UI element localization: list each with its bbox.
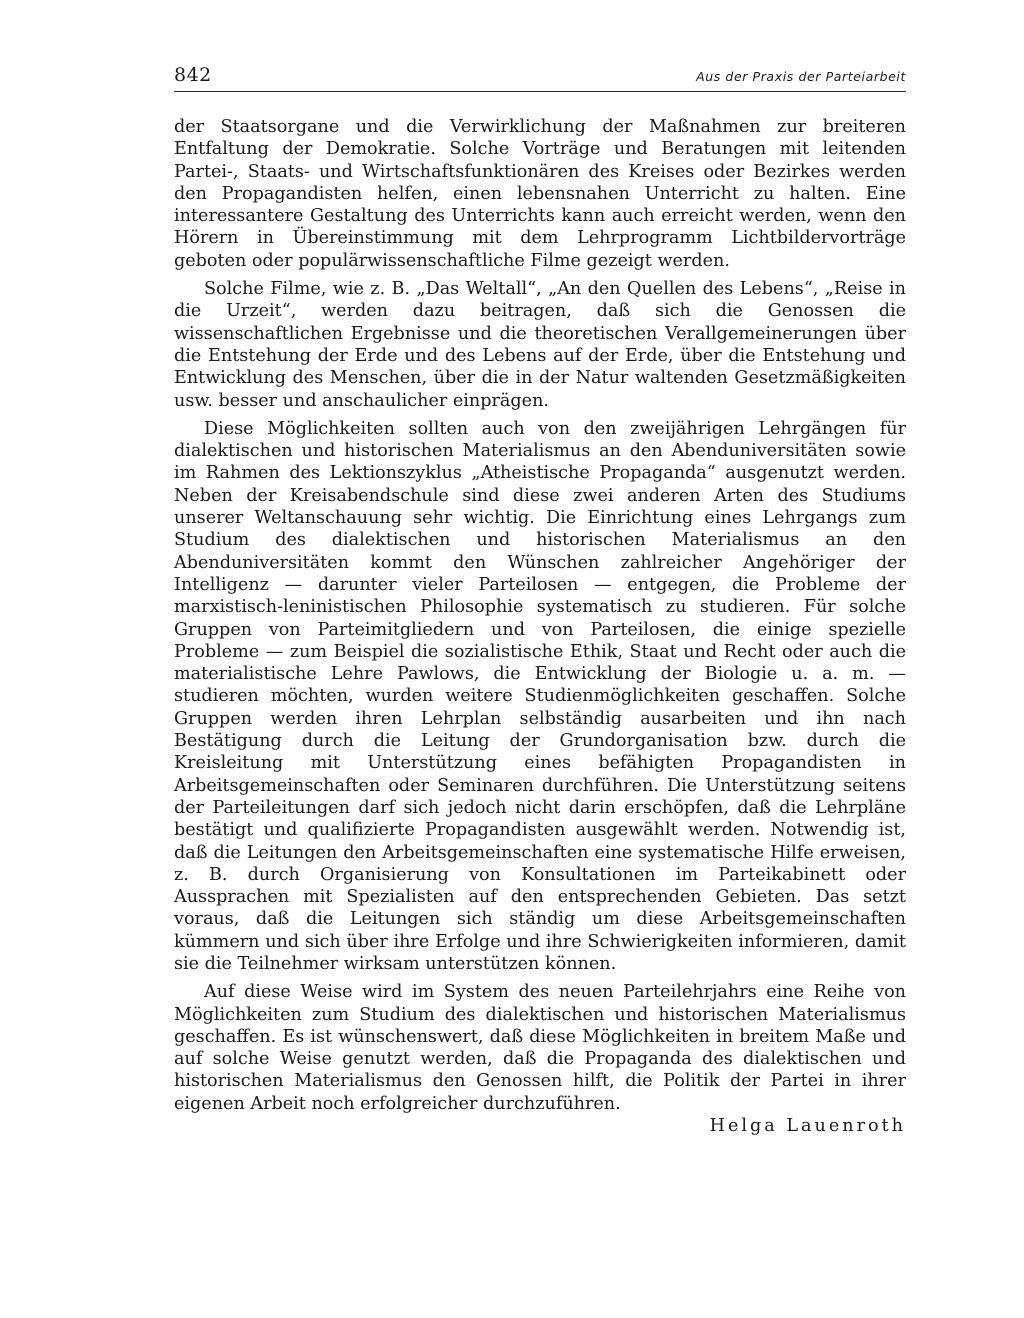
paragraph-4-text: Auf diese Weise wird im System des neuen Parteilehrjahrs eine Reihe von Möglichkeiten zum Studium des dialektischen und historischen Materialismus geschaffen. Es ist wünschenswert, daß diese Möglichkeiten in breitem Maße und auf solche Weise genutzt werden, daß die Propaganda des dialektischen und historischen Materialismus den Genossen hilft, die Politik der Partei in ihrer eigenen Arbeit noch erfolgreicher durchzuführen. [174,982,906,1114]
article-body [174,116,906,1137]
running-head: Aus der Praxis der Parteiarbeit [696,69,906,84]
header-rule [174,91,906,92]
paragraph-3: Diese Möglichkeiten sollten auch von den zweijährigen Lehrgängen für dialektischen und historischen Materialismus an den Abenduniversitäten sowie im Rahmen des Lektionszyklus „Atheistische Propaganda“ ausgenutzt werden. Neben der Kreisabendschule sind diese zwei anderen Arten des Studiums unserer Weltanschauung sehr wichtig. Die Einrichtung eines Lehrgangs zum Studium des dialektischen und historischen Materialismus an den Abenduniversitäten kommt den Wünschen zahlreicher Angehöriger der Intelligenz — darunter vieler Parteilosen — entgegen, die Probleme der marxistisch-leninistischen Philosophie systematisch zu studieren. Für solche Gruppen von Parteimitgliedern und von Parteilosen, die einige spezielle Probleme — zum Beispiel die sozialistische Ethik, Staat und Recht oder auch die materialistische Lehre Pawlows, die Entwicklung der Biologie u. a. m. — studieren möchten, wurden weitere Studienmöglichkeiten geschaffen. Solche Gruppen werden ihren Lehrplan selbständig ausarbeiten und ihn nach Bestätigung durch die Leitung der Grundorganisation bzw. durch die Kreisleitung mit Unterstützung eines befähigten Propagandisten in Arbeitsgemeinschaften oder Seminaren durchführen. Die Unterstützung seitens der Parteileitungen darf sich jedoch nicht darin erschöpfen, daß die Lehrpläne bestätigt und qualifizierte Propagandisten ausgewählt werden. Notwendig ist, daß die Leitungen den Arbeitsgemeinschaften eine systematische Hilfe erweisen, z. B. durch Organisierung von Konsultationen im Parteikabinett oder Aussprachen mit Spezialisten auf den entsprechenden Gebieten. Das setzt voraus, daß die Leitungen sich ständig um diese Arbeitsgemeinschaften kümmern und sich über ihre Erfolge und ihre Schwierigkeiten informieren, damit sie die Teilnehmer wirksam unterstützen können. [174,418,906,974]
author-signature: Helga Lauenroth [709,1116,906,1137]
paragraph-4 [174,981,906,1115]
page-number: 842 [174,64,212,86]
paragraph-2: Solche Filme, wie z. B. „Das Weltall“, „An den Quellen des Lebens“, „Reise in die Urzeit“, werden dazu beitragen, daß sich die Genossen die wissenschaftlichen Ergebnisse und die theoretischen Verallgemeinerungen über die Entstehung der Erde und des Lebens auf der Erde, über die Entstehung und Entwicklung des Menschen, über die in der Natur waltenden Gesetzmäßigkeiten usw. besser und anschaulicher einprägen. [174,279,906,411]
paragraph-1: der Staatsorgane und die Verwirklichung der Maßnahmen zur breiteren Entfaltung der Demokratie. Solche Vorträge und Beratungen mit leitenden Partei-, Staats- und Wirtschaftsfunktionären des Kreises oder Bezirkes werden den Propagandisten helfen, einen lebensnahen Unterricht zu halten. Eine interessantere Gestaltung des Unterrichts kann auch erreicht werden, wenn den Hörern in Übereinstimmung mit dem Lehrprogramm Lichtbildervorträge geboten oder populärwissenschaftliche Filme gezeigt werden. [174,117,906,271]
signature-line [174,1115,906,1137]
page-header [174,64,906,92]
